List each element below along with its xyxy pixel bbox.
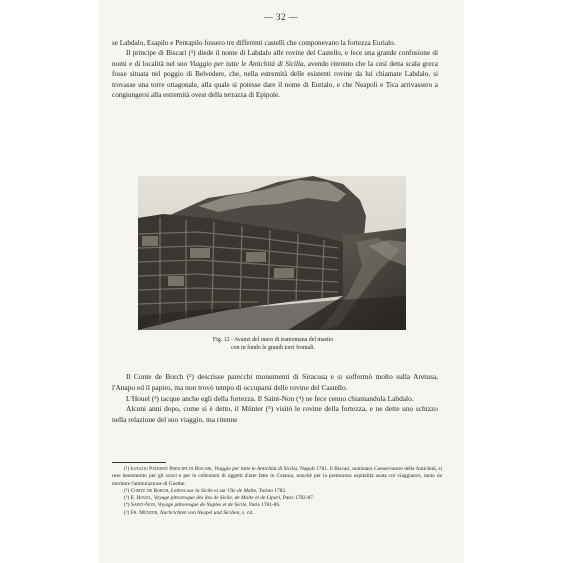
book-title: Viaggio per tutte le Antichità di Sicilia, xyxy=(189,59,306,68)
footnote-text: Paris 1781-86. xyxy=(247,502,281,509)
footnote-text: Napoli 1781. Il Biscari, nominato Conservatore delle Antichità, si rese benemerito per gli scavi e per le collezioni di oggetti d'arte fatte in Catania, nonchè per la premurosa ospitalità usata coi viaggiatori, tanto da meritare l'ammirazione di Goethe. xyxy=(112,466,442,487)
paragraph-text: Il principe di Biscari (¹) diede il nome di Labdalo alle rovine del Castello, e fece una grande confusione di nomi e di località nel suo xyxy=(112,49,438,68)
paragraph-biscari xyxy=(112,48,438,100)
footnote-title: Lettres sur la Sicile et sur l'île de Malte, xyxy=(169,487,258,494)
figure-caption xyxy=(138,336,408,352)
footnote-divider xyxy=(112,462,166,463)
footnote-text: Paris 1782-87. xyxy=(281,495,315,502)
footnote-marker: (⁵) xyxy=(124,509,131,516)
footnote-4 xyxy=(112,502,442,509)
footnote-author: Fr. Münter, xyxy=(130,509,159,516)
footnote-text: Torino 1782. xyxy=(257,487,287,494)
footnote-marker: (²) xyxy=(124,487,131,494)
paragraph-text: avendo ritenuto che la così detta scala greca fosse situata nel poggio di Belvedere, che, nella estremità delle esistenti rovine da lui chiamate Labdalo, si trovasse una torre ottagonale, alla quale si potesse dare il nome di Eurialo, e che Neapoli e Tica arrivassero a congiungersi alla estremità ovest della terrazza di Epipole. xyxy=(112,59,438,100)
book-page xyxy=(98,0,464,563)
castle-wall-photo-image xyxy=(138,176,406,330)
caption-line: Fig. 12 - Avanzi del muro di tramontana del mastio xyxy=(212,337,334,343)
caption-line: con in fondo le grandi torri frontali. xyxy=(231,345,315,352)
footnote-marker: (³) xyxy=(124,495,131,502)
paragraph-borch: Il Conte de Borch (²) descrisse parecchi monumenti di Siracusa e si soffermò molto sulla Aretusa, l'Anapo ed il papiro, ma non trovò tempo di occuparsi delle rovine del Castello. xyxy=(112,372,438,392)
footnote-1 xyxy=(112,466,442,488)
footnote-marker: (⁴) xyxy=(124,502,131,509)
footnote-title: Voyage pittoresque des îles de Sicile, de Malte et de Lipari, xyxy=(152,495,282,502)
footnote-author: E. Houel, xyxy=(130,495,153,502)
page-number: — 32 — xyxy=(263,12,299,22)
footnote-title: Viaggio per tutte le Antichità di Sicilia, xyxy=(212,466,299,472)
footnotes xyxy=(112,466,442,517)
paragraph-labdalo: se Labdalo, Esapilo e Pentapilo fossero tre differenti castelli che componevano la fortezza Eurialo. xyxy=(112,39,396,47)
footnote-marker: (¹) xyxy=(124,466,131,472)
footnote-author: Ignazio Paternò Principe di Biscari, xyxy=(130,466,213,472)
top-text-block xyxy=(112,38,438,100)
footnote-title: Nachrichten von Neapel und Sicilien, xyxy=(158,509,241,516)
bottom-text-block xyxy=(112,372,438,426)
photo-castle-wall xyxy=(138,176,406,330)
footnote-author: Saint-Non, xyxy=(130,502,157,509)
footnote-text: s. cit. xyxy=(240,509,254,516)
paragraph-houel: L'Houel (³) tacque anche egli della fortezza. Il Saint-Non (⁴) ne fece cenno chiamandola Labdalo. xyxy=(126,393,414,403)
footnote-author: Comte de Borch, xyxy=(130,487,170,494)
paragraph-munter: Alcuni anni dopo, come si è detto, il Münter (⁵) visitò le rovine della fortezza, e ne dette uno schizzo nella relazione del suo viaggio, ma ritenne xyxy=(112,404,438,425)
footnote-5 xyxy=(112,510,442,517)
footnote-title: Voyage pittoresque de Naples et de Sicile, xyxy=(156,502,248,509)
